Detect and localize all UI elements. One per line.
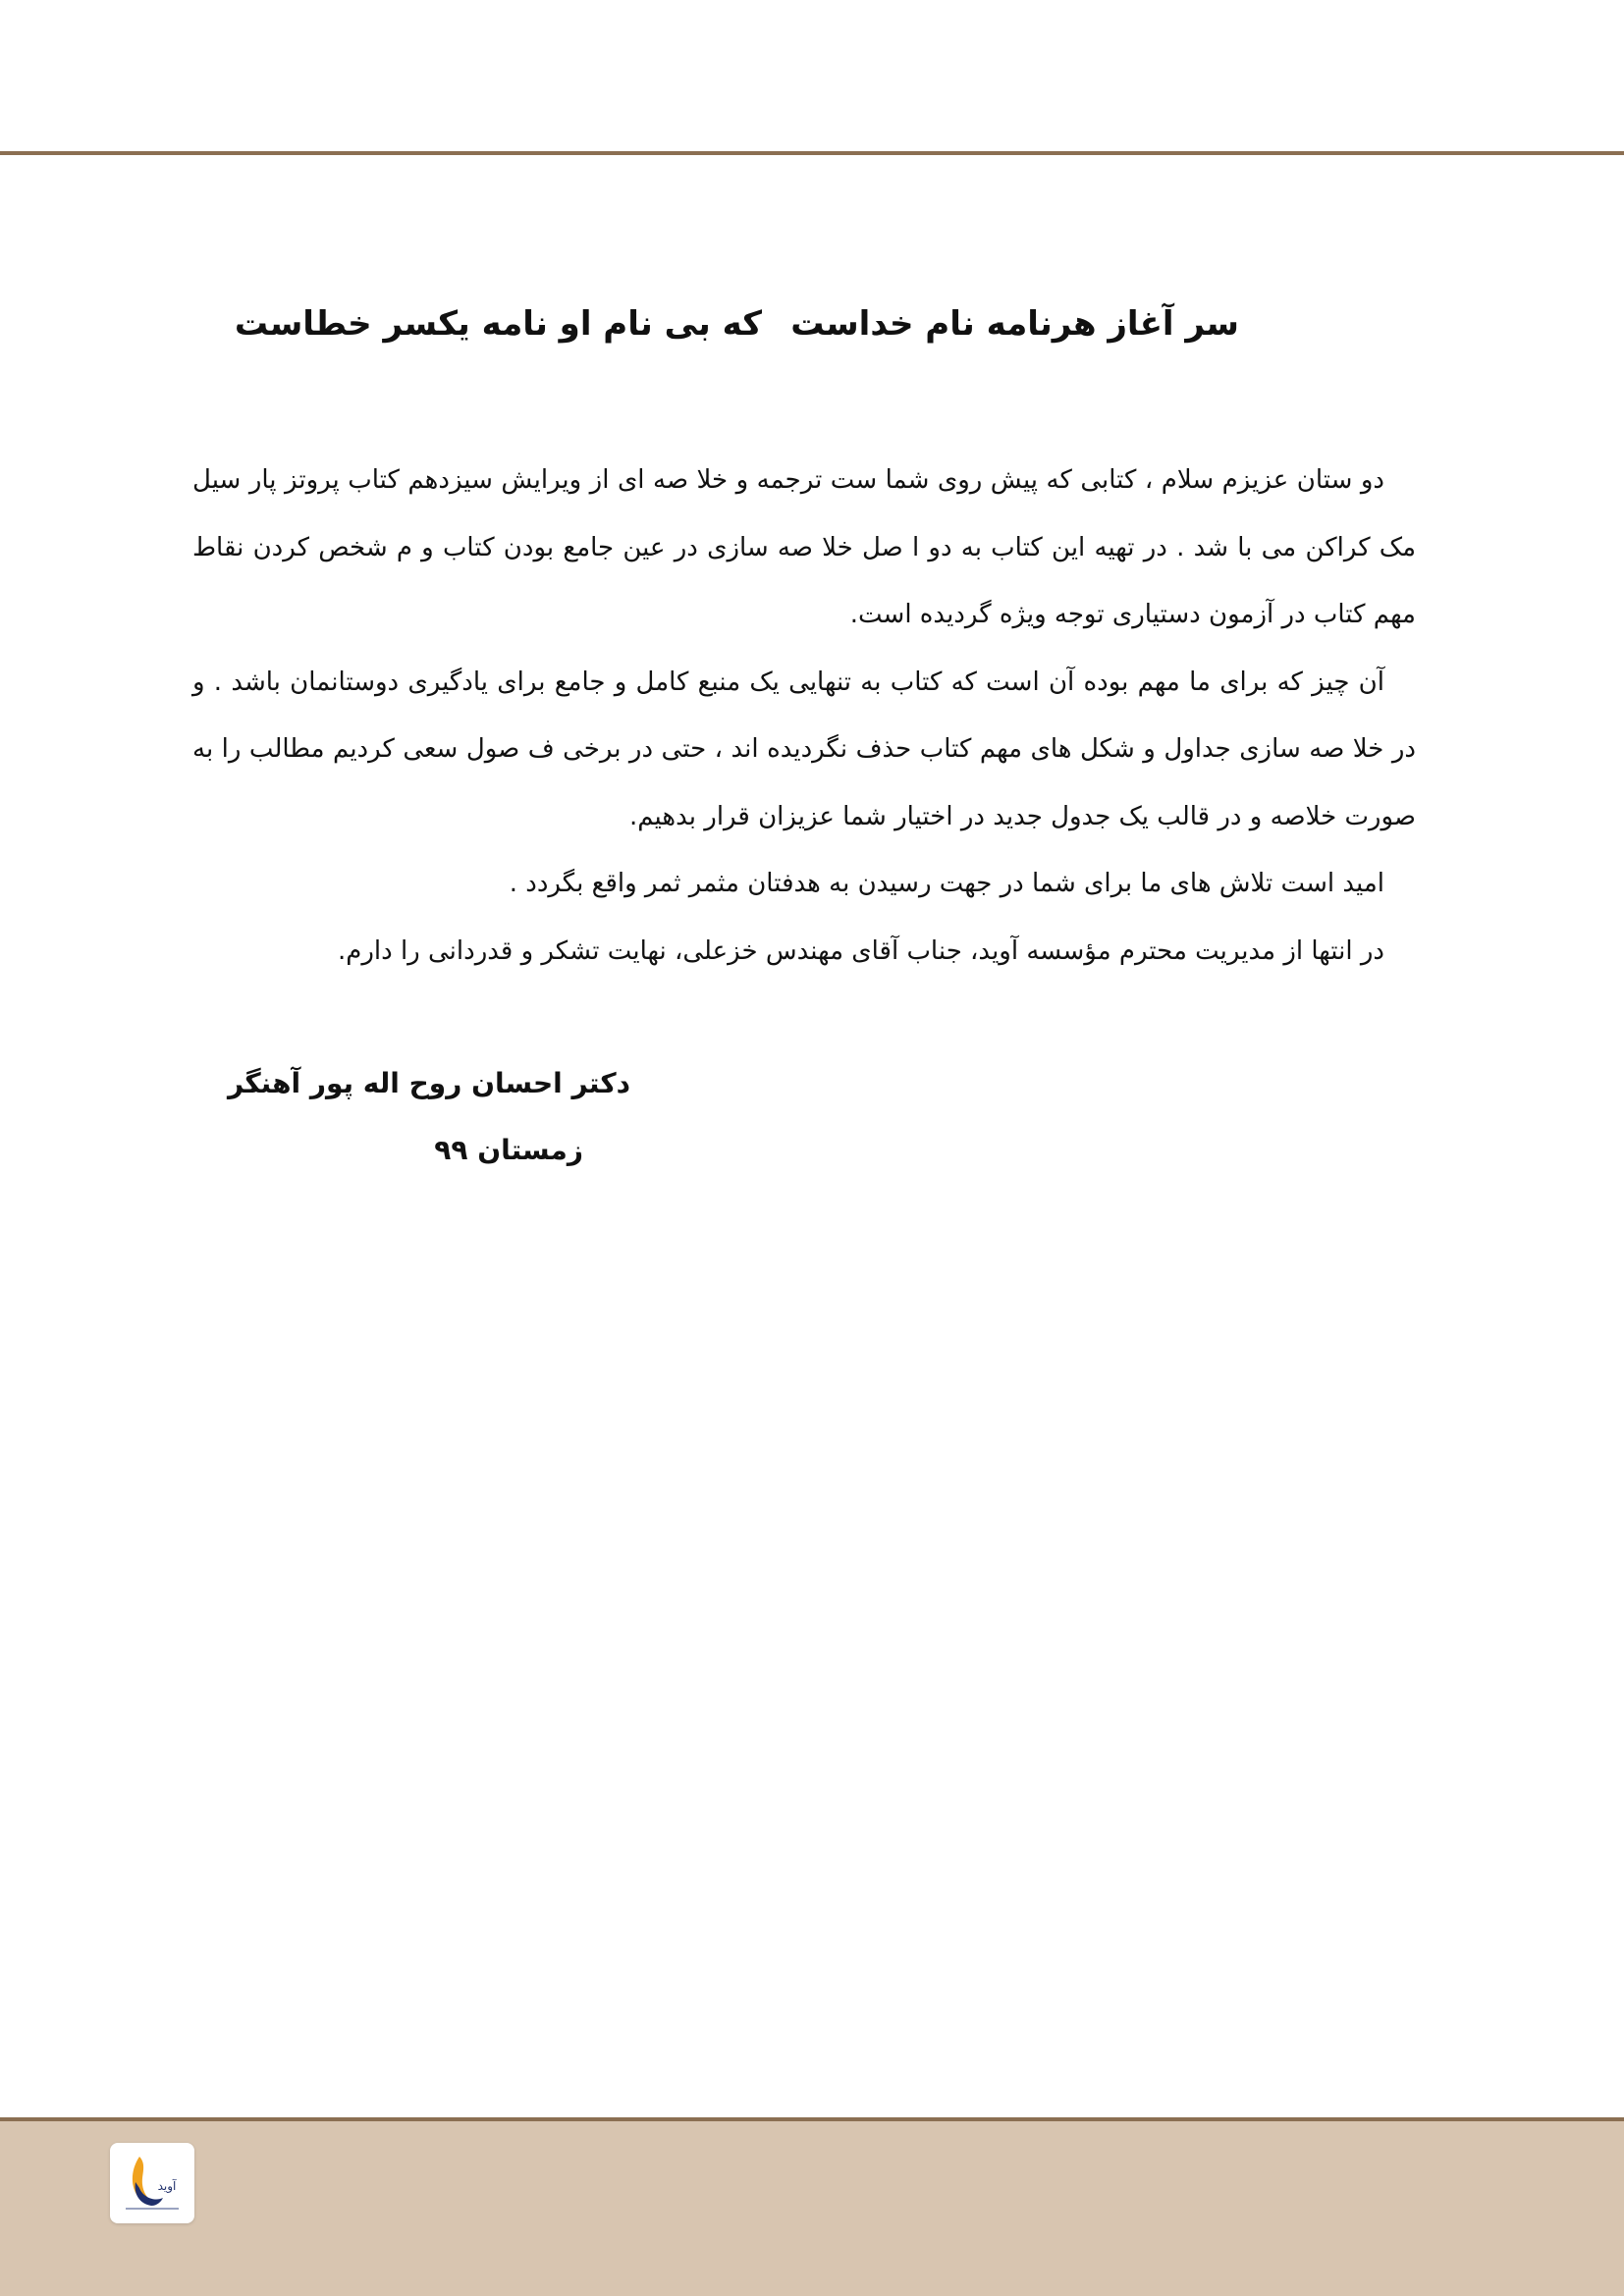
avid-logo-graphic [110, 2143, 194, 2223]
preface-paragraph-4: در انتها از مدیریت محترم مؤسسه آوید، جناب آقای مهندس خزعلی، نهایت تشکر و قدردانی را دارم. [337, 935, 1384, 966]
logo-wordmark: آوید [157, 2179, 177, 2193]
avid-logo-icon [110, 2143, 194, 2223]
preface-paragraph-1: دو ستان عزیزم سلام ، کتابی که پیش روی شما ست ترجمه و خلا صه ای از ویرایش سیزدهم کتاب پروتز پار سیل مک کراکن می با شد . در تهیه این کتاب به دو ا صل خلا صه سازی در عین جامع بودن کتاب و م شخص کردن نقاط مهم کتاب در آزمون دستیاری توجه ویژه گردیده است. [192, 465, 1416, 629]
signature-date: زمستان ۹۹ [434, 1134, 583, 1166]
verse-first-hemistich: سر آغاز هرنامه نام خداست [790, 304, 1239, 344]
preface-body [192, 447, 1416, 985]
author-name: دکتر احسان روح اله پور آهنگر [227, 1067, 630, 1099]
preface-paragraph-3: امید است تلاش های ما برای شما در جهت رسیدن به هدفتان مثمر ثمر واقع بگردد . [509, 869, 1384, 898]
preface-paragraph-2: آن چیز که برای ما مهم بوده آن است که کتاب به تنهایی یک منبع کامل و جامع برای یادگیری دوستانمان باشد . و در خلا صه سازی جداول و شکل های مهم کتاب حذف نگردیده اند ، حتی در برخی ف صول سعی کردیم مطالب را به صورت خلاصه و در قالب یک جدول جدید در اختیار شما عزیزان قرار بدهیم. [192, 667, 1416, 831]
page-footer [0, 2117, 1624, 2296]
header-rule [0, 151, 1624, 155]
opening-verse [0, 304, 1624, 363]
verse-second-hemistich: که بی نام او نامه یکسر خطاست [234, 304, 762, 344]
